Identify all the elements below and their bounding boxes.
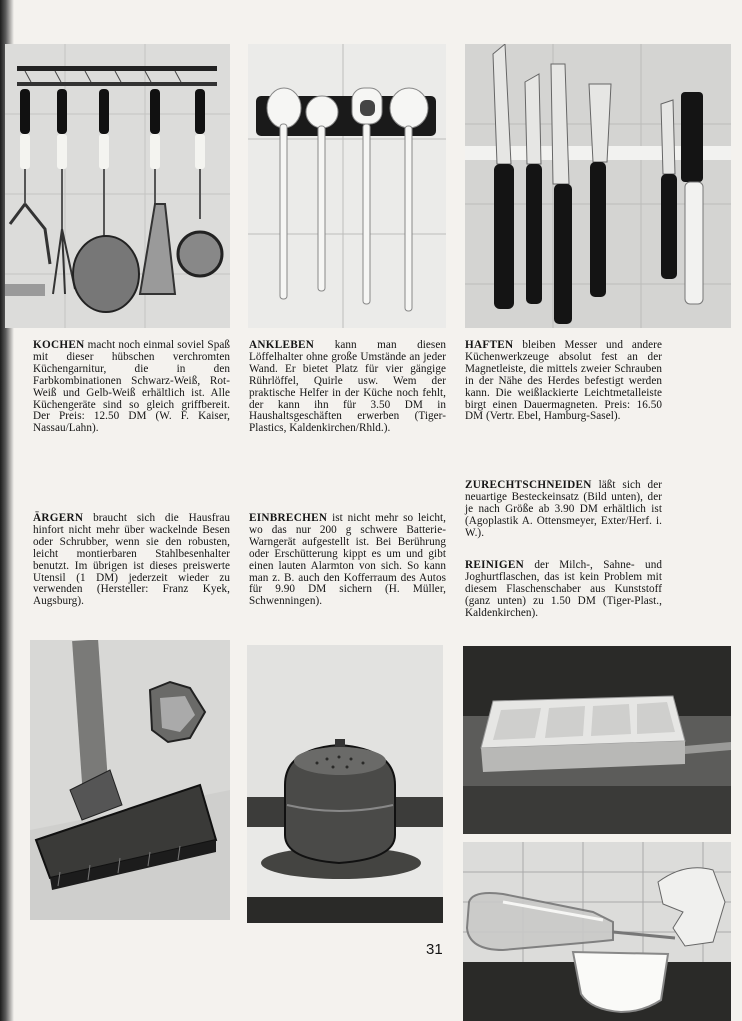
photo-kitchen-utensil-rack bbox=[5, 44, 230, 328]
photo-spoon-holder bbox=[248, 44, 446, 328]
article-zurechtschneiden bbox=[465, 480, 662, 540]
article-body: macht noch einmal soviel Spaß mit dieser hübschen verchromten Küchengarnitur, die in den Farbkombinationen Schwarz-Weiß, Rot-Weiß und Gelb-Weiß erhältlich ist. Alle Küchengeräte sind so gleich griffbereit. Der Preis: 12.50 DM (W. F. Kaiser, Nassau/Lahn). bbox=[33, 339, 230, 435]
photo-bottle-scraper bbox=[463, 842, 731, 1021]
article-body: der Milch-, Sahne- und Joghurtflaschen, das ist kein Problem mit diesem Flaschenschaber aus Kunststoff (ganz unten) zu 1.50 DM (Tiger-Plast., Kaldenkirchen). bbox=[465, 559, 662, 619]
article-aergern bbox=[33, 513, 230, 608]
article-body: braucht sich die Hausfrau hinfort nicht mehr über wackelnde Besen oder Schrubber, wenn sie den robusten, leicht montierbaren Stahlbesenhalter benutzt. Im übrigen ist dieses preiswerte Utensil (1 DM) jederzeit wieder zu verwenden (Hersteller: Franz Kyek, Augsburg). bbox=[33, 512, 230, 608]
article-body: bleiben Messer und andere Küchenwerkzeuge absolut fest an der Magnetleiste, die mittels zweier Schrauben in der Nähe des Herdes befestigt werden kann. Die weißlackierte Leichtmetalleiste birgt einen Dauermagneten. Preis: 16.50 DM (Vertr. Ebel, Hamburg-Sasel). bbox=[465, 339, 662, 423]
article-body: kann man diesen Löffelhalter ohne große Umstände an jeder Wand. Er bietet Platz für vier gängige Rührlöffel, Quirle usw. Wem der praktische Helfer in der Küche noch fehlt, der kann ihn für 3.50 DM in Haushaltsgeschäften erwerben (Tiger-Plastics, Kaldenkirchen/Rhld.). bbox=[249, 339, 446, 435]
photo-broom-holder bbox=[30, 640, 230, 920]
photo-battery-alarm bbox=[247, 645, 443, 923]
article-headline: ANKLEBEN bbox=[249, 339, 315, 351]
article-headline: REINIGEN bbox=[465, 559, 524, 571]
article-ankleben bbox=[249, 340, 446, 435]
article-kochen bbox=[33, 340, 230, 435]
article-reinigen bbox=[465, 560, 662, 620]
article-headline: KOCHEN bbox=[33, 339, 85, 351]
article-headline: ÄRGERN bbox=[33, 512, 84, 524]
article-einbrechen bbox=[249, 513, 446, 608]
article-headline: EINBRECHEN bbox=[249, 512, 328, 524]
article-haften bbox=[465, 340, 662, 423]
article-headline: HAFTEN bbox=[465, 339, 514, 351]
article-body: läßt sich der neuartige Besteckeinsatz (Bild unten), der je nach Größe ab 3.90 DM erhältlich ist (Agoplastik A. Ottensmeyer, Exter/Herf. i. W.). bbox=[465, 479, 662, 539]
photo-magnetic-knife-bar bbox=[465, 44, 731, 328]
article-headline: ZURECHTSCHNEIDEN bbox=[465, 479, 592, 491]
article-body: ist nicht mehr so leicht, wo das nur 200 g schwere Batterie-Warngerät aufgestellt ist. Bei Berührung oder Erschütterung kippt es um und gibt einen lauten Alarmton von sich. So kann man z. B. auch den Kofferraum des Autos für 9.90 DM sichern (H. Müller, Schwenningen). bbox=[249, 512, 446, 608]
page-number: 31 bbox=[426, 941, 443, 958]
photo-cutlery-insert bbox=[463, 646, 731, 834]
